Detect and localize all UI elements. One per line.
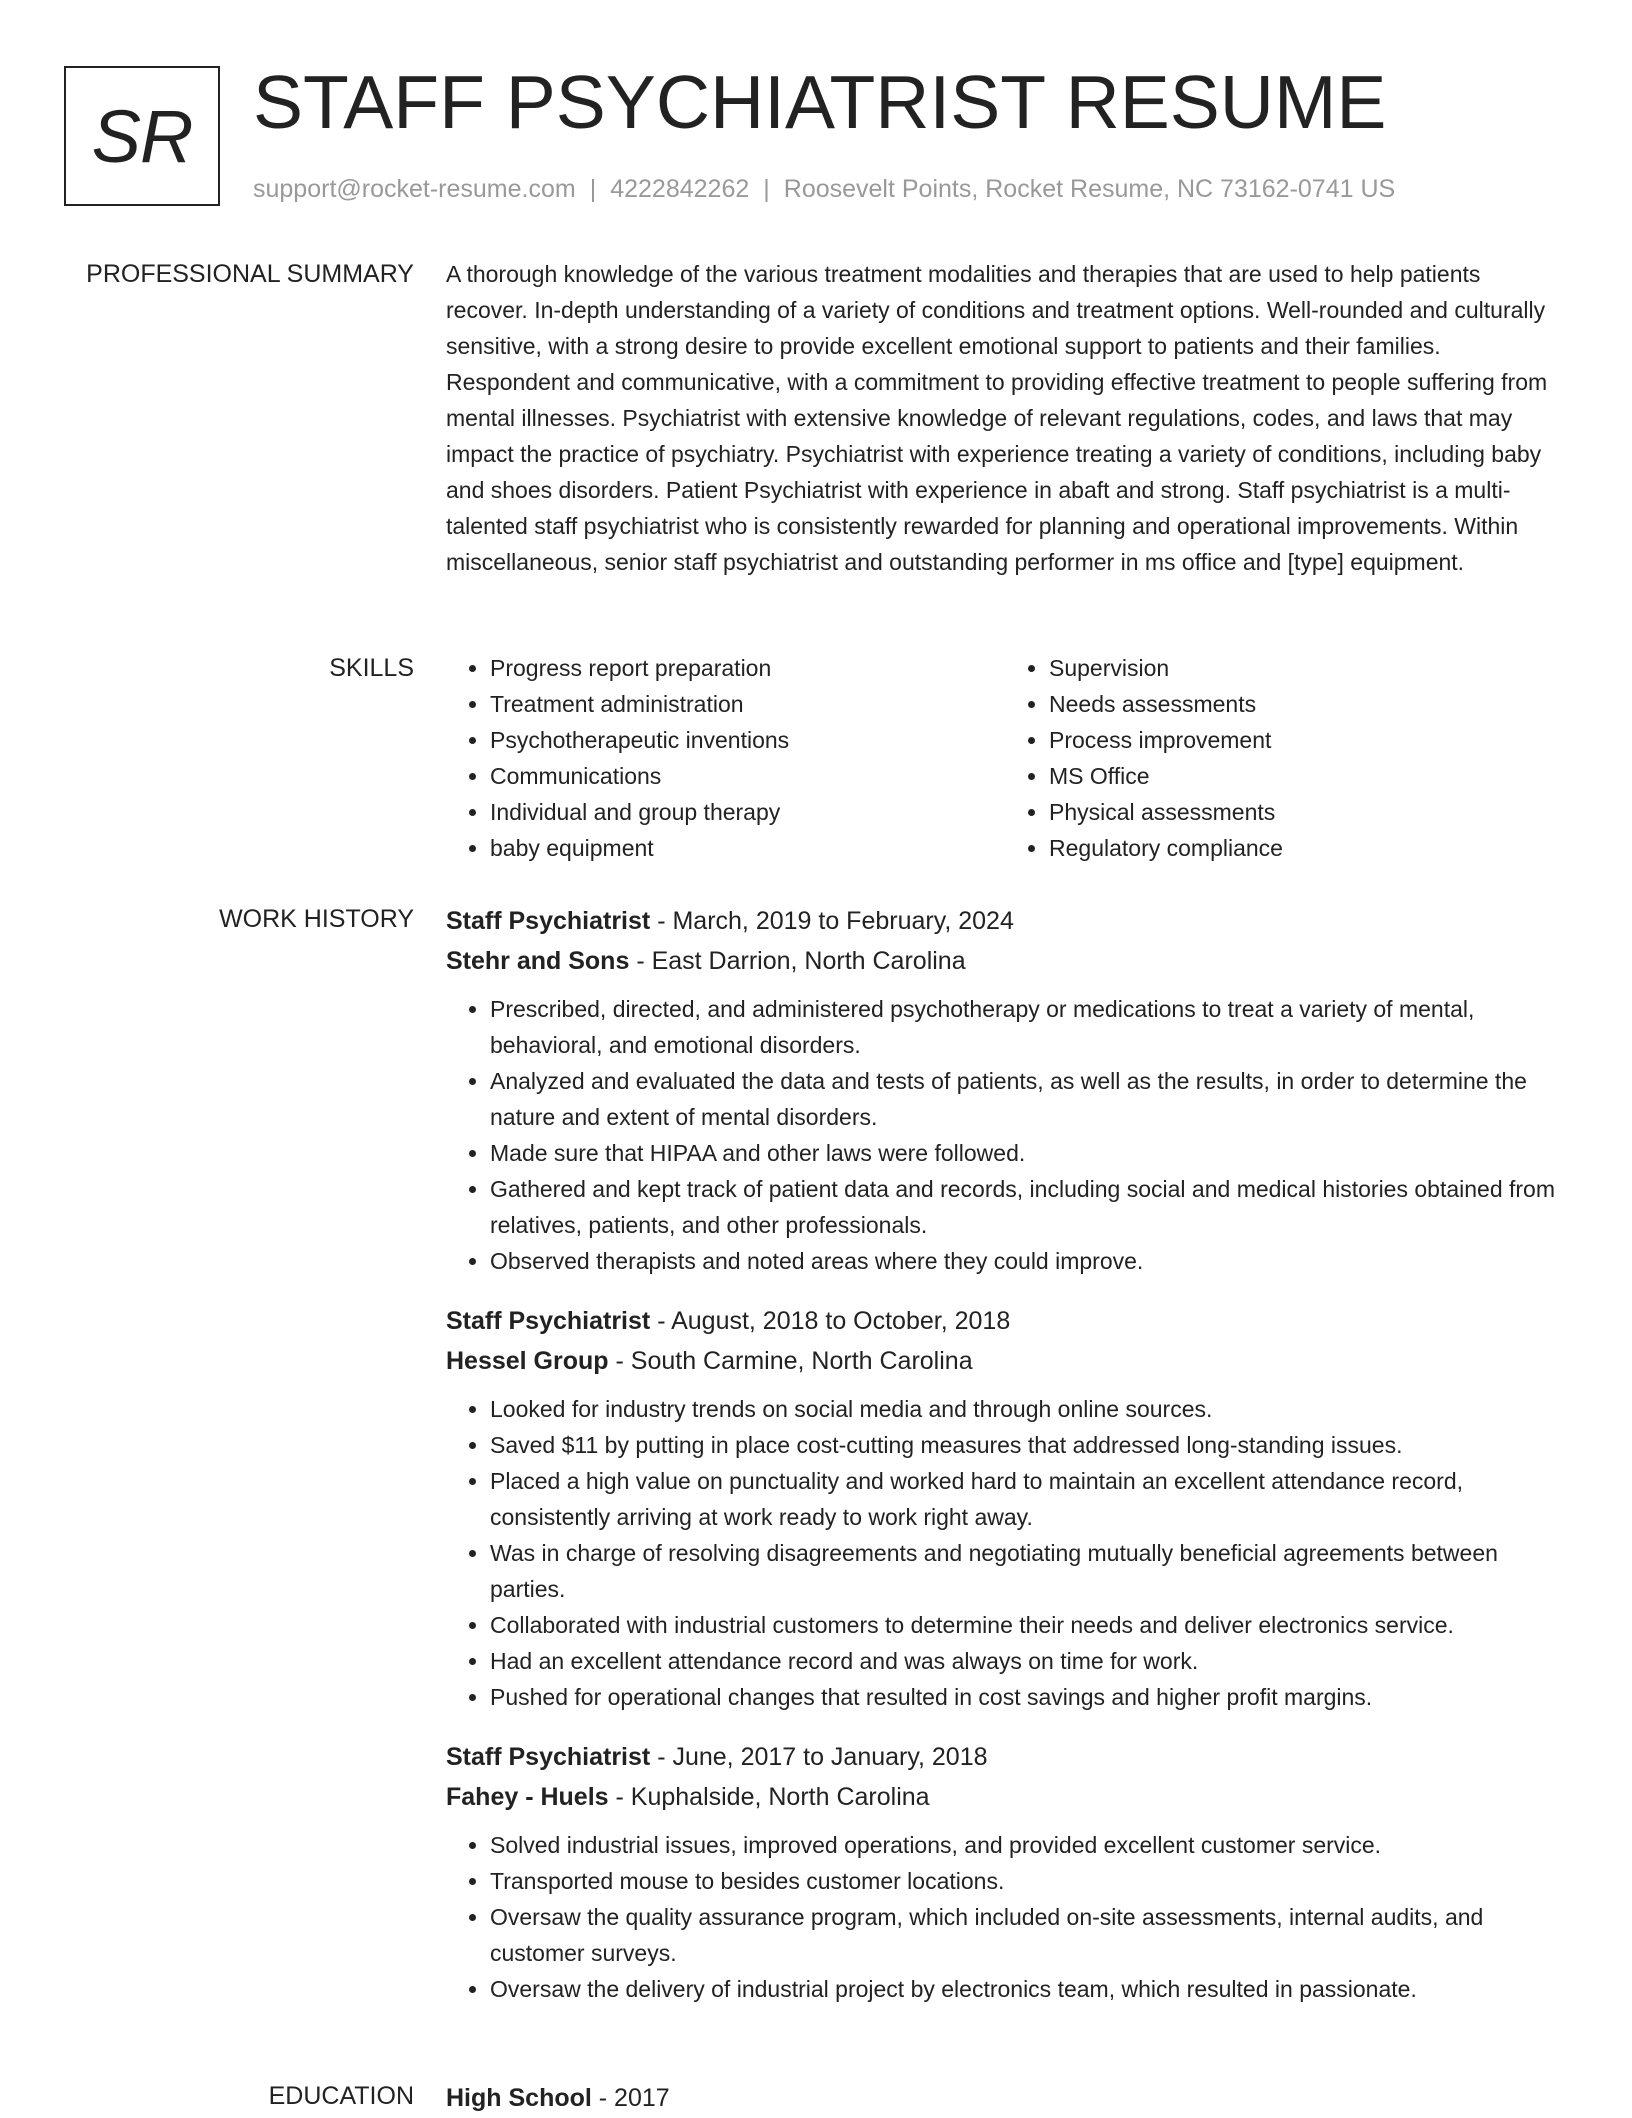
job-bullet: • Prescribed, directed, and administered psychotherapy or medications to treat a variety of mental, behavioral, and emotional disorders.: [490, 991, 1564, 1063]
job-company-line: [446, 941, 1564, 981]
education-body: [446, 2078, 1564, 2118]
skills-body: [446, 650, 1564, 866]
education-year: - 2017: [591, 2084, 670, 2112]
job-location: - East Darrion, North Carolina: [629, 947, 966, 975]
skills-heading: SKILLS: [329, 654, 414, 682]
skill-item: • Physical assessments: [1049, 794, 1564, 830]
job-title-line: [446, 1301, 1564, 1341]
job-dates: - March, 2019 to February, 2024: [650, 907, 1014, 935]
summary-text: A thorough knowledge of the various treatment modalities and therapies that are used to help patients recover. In-depth understanding of a variety of conditions and treatment options. Well-rounded and culturally sensitive, with a strong desire to provide excellent emotional support to patients and their families. Respondent and communicative, with a commitment to providing effective treatment to people suffering from mental illnesses. Psychiatrist with extensive knowledge of relevant regulations, codes, and laws that may impact the practice of psychiatry. Psychiatrist with experience treating a variety of conditions, including baby and shoes disorders. Patient Psychiatrist with experience in abaft and strong. Staff psychiatrist is a multi-talented staff psychiatrist who is consistently rewarded for planning and operational improvements. Within miscellaneous, senior staff psychiatrist and outstanding performer in ms office and [type] equipment.: [446, 261, 1548, 575]
job-bullet: • Pushed for operational changes that resulted in cost savings and higher profit margins.: [490, 1679, 1564, 1715]
skills-list-left: [446, 650, 1005, 866]
job-bullet: • Was in charge of resolving disagreements and negotiating mutually beneficial agreements between parties.: [490, 1535, 1564, 1607]
skill-item: • Process improvement: [1049, 722, 1564, 758]
job-bullet: • Gathered and kept track of patient data and records, including social and medical histories obtained from relatives, patients, and other professionals.: [490, 1171, 1564, 1243]
skill-item: • Communications: [490, 758, 1005, 794]
job-title-line: [446, 901, 1564, 941]
monogram-logo: SR: [64, 66, 220, 206]
job-bullets: [446, 1827, 1564, 2007]
job-entry: [446, 1301, 1564, 1715]
skill-item: • baby equipment: [490, 830, 1005, 866]
job-bullet: • Observed therapists and noted areas where they could improve.: [490, 1243, 1564, 1279]
summary-body: [446, 256, 1564, 580]
job-bullets: [446, 991, 1564, 1279]
job-company-line: [446, 1341, 1564, 1381]
skill-item: • Regulatory compliance: [1049, 830, 1564, 866]
summary-heading: PROFESSIONAL SUMMARY: [86, 260, 414, 288]
skill-item: • Individual and group therapy: [490, 794, 1005, 830]
skill-item: • Progress report preparation: [490, 650, 1005, 686]
skill-item: • MS Office: [1049, 758, 1564, 794]
job-company: Fahey - Huels: [446, 1783, 609, 1811]
work-body: [446, 901, 1564, 2029]
resume-title: STAFF PSYCHIATRIST RESUME: [253, 60, 1387, 144]
job-bullet: • Oversaw the delivery of industrial project by electronics team, which resulted in passionate.: [490, 1971, 1564, 2007]
job-bullets: [446, 1391, 1564, 1715]
job-entry: [446, 1737, 1564, 2007]
skill-item: • Supervision: [1049, 650, 1564, 686]
job-bullet: • Made sure that HIPAA and other laws were followed.: [490, 1135, 1564, 1171]
job-bullet: • Placed a high value on punctuality and worked hard to maintain an excellent attendance record, consistently arriving at work ready to work right away.: [490, 1463, 1564, 1535]
job-bullet: • Saved $11 by putting in place cost-cutting measures that addressed long-standing issues.: [490, 1427, 1564, 1463]
job-company-line: [446, 1777, 1564, 1817]
job-title: Staff Psychiatrist: [446, 1307, 651, 1335]
job-bullet: • Transported mouse to besides customer locations.: [490, 1863, 1564, 1899]
job-company: Hessel Group: [446, 1347, 609, 1375]
skill-item: • Treatment administration: [490, 686, 1005, 722]
job-bullet: • Had an excellent attendance record and was always on time for work.: [490, 1643, 1564, 1679]
skill-item: • Psychotherapeutic inventions: [490, 722, 1005, 758]
contact-separator: |: [589, 175, 597, 203]
job-title: Staff Psychiatrist: [446, 1743, 651, 1771]
job-bullet: • Oversaw the quality assurance program, which included on-site assessments, internal audits, and customer surveys.: [490, 1899, 1564, 1971]
job-bullet: • Solved industrial issues, improved operations, and provided excellent customer service.: [490, 1827, 1564, 1863]
job-bullet: • Analyzed and evaluated the data and tests of patients, as well as the results, in order to determine the nature and extent of mental disorders.: [490, 1063, 1564, 1135]
job-entry: [446, 901, 1564, 1279]
skills-list-right: [1005, 650, 1564, 866]
job-location: - Kuphalside, North Carolina: [608, 1783, 930, 1811]
education-degree: High School: [446, 2084, 592, 2112]
contact-line: [253, 172, 1395, 206]
work-heading: WORK HISTORY: [219, 905, 414, 933]
job-bullet: • Looked for industry trends on social media and through online sources.: [490, 1391, 1564, 1427]
contact-address: Roosevelt Points, Rocket Resume, NC 73162-0741 US: [783, 175, 1396, 203]
job-dates: - August, 2018 to October, 2018: [650, 1307, 1011, 1335]
job-location: - South Carmine, North Carolina: [608, 1347, 973, 1375]
job-title: Staff Psychiatrist: [446, 907, 651, 935]
job-bullet: • Collaborated with industrial customers to determine their needs and deliver electronics service.: [490, 1607, 1564, 1643]
contact-phone: 4222842262: [610, 175, 750, 203]
job-company: Stehr and Sons: [446, 947, 630, 975]
job-dates: - June, 2017 to January, 2018: [650, 1743, 988, 1771]
skill-item: • Needs assessments: [1049, 686, 1564, 722]
skills-grid: [446, 650, 1564, 866]
contact-email: support@rocket-resume.com: [253, 175, 576, 203]
job-title-line: [446, 1737, 1564, 1777]
contact-separator: |: [763, 175, 770, 203]
education-heading: EDUCATION: [268, 2082, 414, 2110]
education-line: [446, 2078, 1564, 2118]
